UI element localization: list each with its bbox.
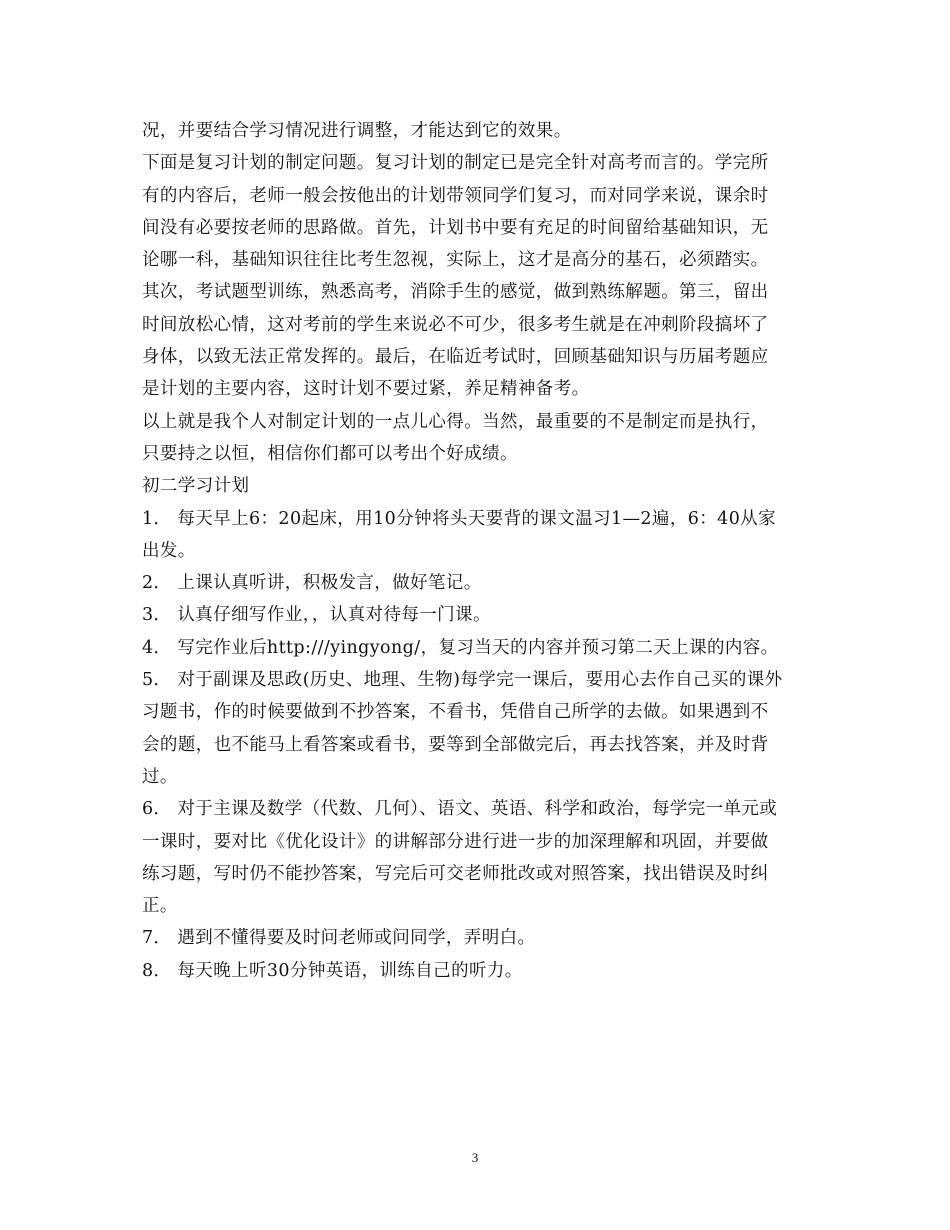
list-item-2: 2． 上课认真听讲，积极发言，做好笔记。 [142,573,482,594]
list-item-5: 5． 对于副课及思政(历史、地理、生物)每学完一课后，要用心去作自己买的课外 [142,670,783,691]
list-item-5-cont: 过。 [142,766,178,787]
list-item-6-cont: 正。 [142,896,178,917]
section-heading: 初二学习计划 [142,476,250,497]
list-item-4: 4． 写完作业后http:///yingyong/，复习当天的内容并预习第二天上课的内容。 [142,637,779,658]
list-item-6: 6． 对于主课及数学（代数、几何）、语文、英语、科学和政治，每学完一单元或 [142,799,778,820]
list-item-1: 1． 每天早上6：20起床，用10分钟将头天要背的课文温习1—2遍，6：40从家 [142,508,777,529]
body-text [142,115,812,987]
list-item-6-cont: 一课时，要对比《优化设计》的讲解部分进行进一步的加深理解和巩固，并要做 [142,831,769,852]
text-line: 其次，考试题型训练，熟悉高考，消除手生的感觉，做到熟练解题。第三，留出 [142,282,769,303]
list-item-1-cont: 出发。 [142,540,196,561]
list-item-5-cont: 习题书，作的时候要做到不抄答案，不看书，凭借自己所学的去做。如果遇到不 [142,702,769,723]
text-line: 有的内容后，老师一般会按他出的计划带领同学们复习，而对同学来说，课余时 [142,185,769,206]
list-item-5-cont: 会的题，也不能马上看答案或看书，要等到全部做完后，再去找答案，并及时背 [142,734,769,755]
list-item-8: 8． 每天晚上听30分钟英语，训练自己的听力。 [142,960,523,981]
text-line: 下面是复习计划的制定问题。复习计划的制定已是完全针对高考而言的。学完所 [142,153,769,174]
text-line: 以上就是我个人对制定计划的一点儿心得。当然，最重要的不是制定而是执行， [142,411,769,432]
text-line: 是计划的主要内容，这时计划不要过紧，养足精神备考。 [142,379,590,400]
list-item-3: 3． 认真仔细写作业，，认真对待每一门课。 [142,605,491,626]
list-item-7: 7． 遇到不懂得要及时问老师或问同学，弄明白。 [142,928,536,949]
text-line: 只要持之以恒，相信你们都可以考出个好成绩。 [142,443,518,464]
page-number: 3 [471,1150,479,1165]
text-line: 时间放松心情，这对考前的学生来说必不可少，很多考生就是在冲刺阶段搞坏了 [142,314,769,335]
text-line: 况，并要结合学习情况进行调整，才能达到它的效果。 [142,121,572,141]
list-item-6-cont: 练习题，写时仍不能抄答案，写完后可交老师批改或对照答案，找出错误及时纠 [142,863,769,884]
text-line: 身体，以致无法正常发挥的。最后，在临近考试时，回顾基础知识与历届考题应 [142,347,769,368]
text-line: 论哪一科，基础知识往往比考生忽视，实际上，这才是高分的基石，必须踏实。 [142,250,769,271]
text-line: 间没有必要按老师的思路做。首先，计划书中要有充足的时间留给基础知识，无 [142,217,769,238]
